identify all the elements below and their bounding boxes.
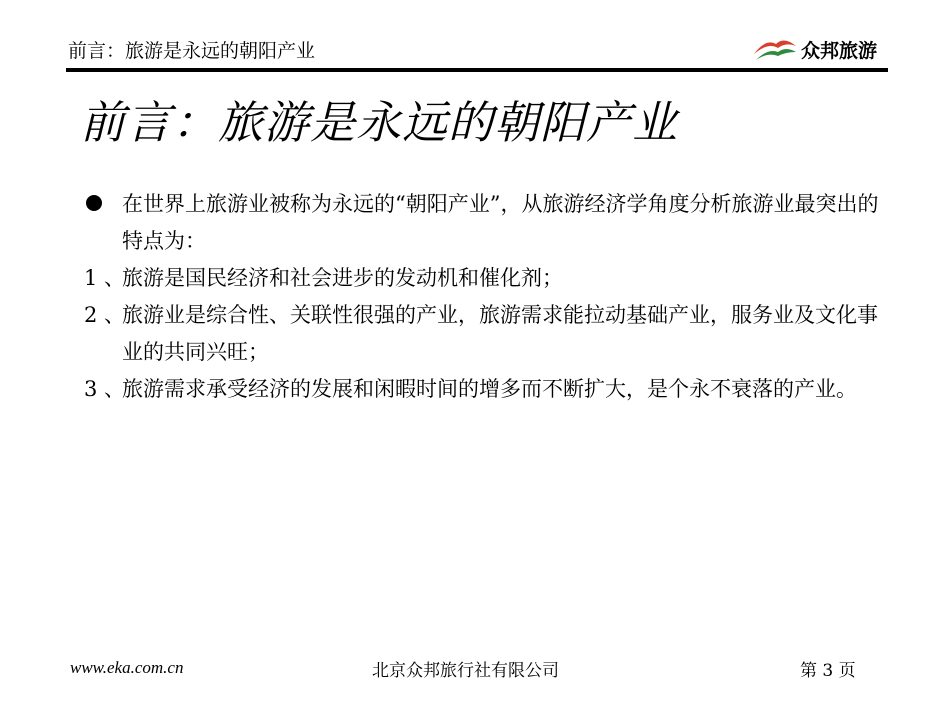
mountain-logo-icon [752, 34, 798, 64]
footer-company: 北京众邦旅行社有限公司 [372, 661, 559, 681]
list-item [84, 297, 890, 371]
list-item [84, 371, 890, 408]
footer-url: www.eka.com.cn [70, 658, 184, 677]
bullet-dot-icon [86, 195, 102, 211]
logo-text: 众邦旅游 [801, 40, 878, 62]
company-logo [752, 34, 892, 66]
list-item-text: 旅游需求承受经济的发展和闲暇时间的增多而不断扩大，是个永不衰落的产业。 [122, 377, 857, 401]
list-item-text: 旅游是国民经济和社会进步的发动机和催化剂； [122, 266, 563, 290]
header-divider [66, 68, 888, 72]
list-item-number: 2 、 [84, 303, 126, 327]
list-item-text: 旅游业是综合性、关联性很强的产业，旅游需求能拉动基础产业，服务业及文化事业的共同兴旺； [122, 303, 878, 364]
content-body [84, 186, 890, 408]
bullet-text: 在世界上旅游业被称为永远的“朝阳产业”，从旅游经济学角度分析旅游业最突出的特点为： [122, 192, 879, 253]
page-number: 第 3 页 [800, 661, 856, 681]
header-title: 前言：旅游是永远的朝阳产业 [68, 40, 316, 62]
list-item-number: 3 、 [84, 377, 126, 401]
list-item-number: 1 、 [84, 266, 126, 290]
list-item [84, 260, 890, 297]
bullet-paragraph [84, 186, 890, 260]
page-title: 前言：旅游是永远的朝阳产业 [80, 96, 679, 149]
